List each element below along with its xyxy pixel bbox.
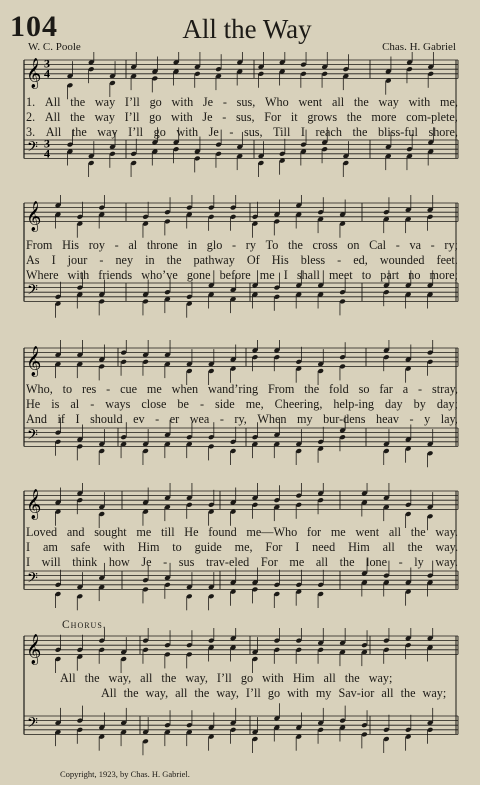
lyric-word: for: [306, 525, 322, 539]
lyric-word: For: [265, 540, 283, 554]
lyric-word: I: [300, 125, 305, 139]
lyric-word: I: [295, 540, 300, 554]
lyric-word: From: [267, 382, 295, 396]
lyric-word: -: [430, 238, 435, 252]
lyric-line: [26, 253, 458, 268]
lyric-word: trav-eled: [205, 555, 250, 569]
lyric-word: I: [26, 555, 31, 569]
lyric-word: When: [257, 412, 287, 426]
chorus-line-2: All the way, all the way, I’ll go with my Sav-ior all the way;: [101, 686, 447, 700]
lyric-word: y: [424, 412, 431, 426]
lyric-word: He: [26, 397, 41, 411]
lyric-word: sus: [178, 555, 195, 569]
lyric-word: I’ll: [128, 125, 144, 139]
lyric-word: cross: [312, 238, 338, 252]
lyric-word: I: [75, 412, 80, 426]
lyric-word: me: [146, 382, 162, 396]
lyric-line: [26, 125, 458, 140]
lyric-word: guide: [194, 540, 222, 554]
lyric-word: need: [312, 540, 336, 554]
lyric-word: more;: [429, 268, 458, 282]
bass-clef-icon: 𝄢: [27, 570, 38, 591]
lyric-word: with: [171, 95, 194, 109]
lyric-word: should: [90, 412, 123, 426]
lyric-word: Who: [265, 95, 289, 109]
lyric-word: I’ll: [124, 110, 140, 124]
lyric-word: how: [108, 555, 130, 569]
lyric-word: ry;: [444, 238, 458, 252]
chorus-lyrics: [26, 671, 458, 701]
lyric-word: way: [94, 110, 115, 124]
lyric-word: roy: [88, 238, 105, 252]
treble-clef-icon: 𝄞: [26, 201, 42, 232]
lyric-word: and: [66, 525, 85, 539]
lyric-word: the: [304, 382, 320, 396]
lyric-word: with: [103, 540, 125, 554]
lyric-word: way.: [435, 555, 458, 569]
lyric-word: I’ll: [124, 95, 140, 109]
lyric-word: Je: [141, 555, 152, 569]
copyright-notice: Copyright, 1923, by Chas. H. Gabriel.: [60, 769, 190, 779]
lyric-word: sus,: [235, 110, 255, 124]
lyric-word: Of: [246, 253, 260, 267]
lyric-word: Him: [137, 540, 160, 554]
lyric-word: Je: [208, 125, 219, 139]
lyric-word: with: [176, 125, 199, 139]
lyric-word: me—Who: [246, 525, 298, 539]
lyric-word: stray,: [432, 382, 458, 396]
hymn-number: 104: [10, 10, 58, 43]
lyric-word: to: [62, 382, 73, 396]
lyric-word: sus,: [236, 95, 256, 109]
lyric-word: the: [70, 110, 85, 124]
lyric-word: 3.: [26, 125, 36, 139]
treble-staff: [24, 628, 458, 673]
lyric-word: the: [287, 238, 303, 252]
lyric-word: in: [145, 253, 155, 267]
lyric-word: -: [222, 95, 227, 109]
lyric-word: 1.: [26, 95, 36, 109]
treble-staff: [24, 483, 458, 530]
lyric-line: [26, 540, 458, 555]
lyric-word: -: [418, 382, 423, 396]
lyric-word: gone: [186, 268, 211, 282]
lyric-word: Till: [273, 125, 291, 139]
lyric-word: -: [395, 238, 400, 252]
lyric-word: From: [26, 238, 53, 252]
lyric-word: Cal: [369, 238, 387, 252]
lyric-line: [26, 412, 458, 427]
lyric-word: meet: [328, 268, 353, 282]
lyric-word: -: [155, 412, 160, 426]
lyric-line: [26, 110, 458, 125]
lyric-word: the: [353, 95, 369, 109]
lyric-word: His: [62, 238, 80, 252]
lyric-word: me: [259, 268, 275, 282]
lyric-word: And: [26, 412, 47, 426]
lyric-word: is: [51, 397, 60, 411]
lyric-word: jour: [67, 253, 88, 267]
lyric-word: me: [289, 555, 305, 569]
bass-clef-icon: 𝄢: [27, 282, 38, 303]
lyric-word: ly: [414, 555, 424, 569]
lyric-word: found: [208, 525, 237, 539]
lyric-word: more: [371, 110, 397, 124]
lyric-word: -: [90, 397, 95, 411]
lyric-word: way.: [435, 525, 458, 539]
lyric-word: -: [229, 125, 234, 139]
lyric-word: me,: [234, 540, 253, 554]
lyric-line: [26, 238, 458, 253]
lyric-word: me,: [245, 397, 264, 411]
lyric-word: -: [163, 555, 168, 569]
lyric-word: my: [296, 412, 313, 426]
lyric-word: All: [45, 125, 62, 139]
lyric-word: it: [290, 110, 298, 124]
lyric-word: He: [184, 525, 199, 539]
chorus-line-1: All the way, all the way, I’ll go with Him all the way;: [60, 671, 393, 685]
lyric-word: all: [382, 540, 395, 554]
lyric-word: -: [106, 382, 111, 396]
chorus-label: Chorus.: [62, 619, 107, 631]
lyric-word: Je: [202, 110, 213, 124]
lyric-word: till: [161, 525, 175, 539]
lyric-word: shall: [296, 268, 320, 282]
lyric-word: al: [70, 397, 80, 411]
lyric-word: think: [72, 555, 98, 569]
lyric-word: far: [379, 382, 393, 396]
lyric-word: Je: [202, 95, 214, 109]
lyric-word: go: [153, 125, 166, 139]
lyric-word: the: [70, 95, 86, 109]
hymn-title: All the Way: [182, 14, 312, 44]
lyric-word: -: [199, 397, 205, 411]
bass-clef-icon: 𝄢: [27, 139, 38, 160]
lyric-word: Who,: [26, 382, 53, 396]
lyric-word: day: [385, 397, 403, 411]
lyric-word: a: [402, 382, 409, 396]
composer-credit: Chas. H. Gabriel: [382, 41, 456, 53]
lyric-word: I: [283, 268, 288, 282]
lyric-word: before: [219, 268, 251, 282]
lyric-word: Him: [348, 540, 370, 554]
lyric-word: all: [388, 525, 402, 539]
lyric-word: -: [114, 238, 119, 252]
lyric-word: go: [149, 95, 162, 109]
lyric-word: grows: [307, 110, 338, 124]
lyric-word: me: [330, 525, 346, 539]
treble-staff: [24, 340, 458, 385]
lyric-word: safe: [70, 540, 91, 554]
lyric-word: went: [355, 525, 380, 539]
lyric-word: wounded: [379, 253, 425, 267]
lyric-word: For: [260, 555, 278, 569]
lyric-word: bliss-ful: [377, 125, 418, 139]
lyric-word: help-ing: [333, 397, 375, 411]
lyric-word: with: [171, 110, 193, 124]
lyric-word: all: [331, 95, 345, 109]
lyric-word: All: [44, 110, 61, 124]
lyric-word: ways: [105, 397, 131, 411]
lyric-word: day;: [436, 397, 458, 411]
lyric-word: reach: [315, 125, 342, 139]
lyric-line: [26, 268, 458, 283]
lyric-word: -: [219, 412, 224, 426]
lyric-word: er: [169, 412, 180, 426]
lyric-word: bless: [300, 253, 326, 267]
bass-clef-icon: 𝄢: [27, 427, 38, 448]
time-signature-bottom: 4: [44, 146, 50, 161]
lyric-word: the: [71, 125, 87, 139]
lyric-word: me: [136, 525, 152, 539]
lyric-word: -: [398, 555, 403, 569]
lyric-word: sought: [94, 525, 127, 539]
treble-clef-icon: 𝄞: [26, 58, 42, 89]
verse-lyrics-system-2: [26, 238, 458, 283]
lyric-word: ney: [115, 253, 134, 267]
lyric-word: cue: [120, 382, 137, 396]
lyric-word: with: [67, 268, 90, 282]
lyric-word: who’ve: [141, 268, 178, 282]
lyric-word: shore,: [428, 125, 458, 139]
lyric-word: ev: [133, 412, 145, 426]
lyric-word: wand’ring: [207, 382, 259, 396]
verse-lyrics-system-3: [26, 382, 458, 427]
lyric-word: His: [271, 253, 289, 267]
lyric-word: ry: [245, 238, 256, 252]
lyric-word: lone: [366, 555, 388, 569]
lyric-word: va: [409, 238, 421, 252]
lyric-word: For: [264, 110, 282, 124]
lyric-line: [26, 525, 458, 540]
lyric-line: [26, 95, 458, 110]
lyric-word: no: [408, 268, 421, 282]
lyric-word: the: [346, 110, 362, 124]
lyric-word: friends: [98, 268, 133, 282]
time-signature-bottom: 4: [44, 66, 50, 81]
lyric-word: pathway: [193, 253, 235, 267]
lyric-word: the: [407, 540, 423, 554]
lyric-word: if: [57, 412, 65, 426]
lyric-word: way: [378, 95, 399, 109]
lyric-word: feet.: [436, 253, 458, 267]
lyric-word: close: [141, 397, 167, 411]
lyric-word: in: [187, 238, 198, 252]
lyric-word: be: [177, 397, 189, 411]
time-signature-top: 3: [44, 56, 50, 71]
lyric-word: lay,: [440, 412, 458, 426]
lyric-word: heav: [375, 412, 399, 426]
lyric-word: on: [347, 238, 360, 252]
lyric-word: so: [358, 382, 370, 396]
lyric-word: -: [99, 253, 104, 267]
lyric-word: com-plete,: [406, 110, 458, 124]
lyric-word: way: [94, 95, 116, 109]
lyric-word: I: [51, 253, 56, 267]
lyric-word: the: [410, 525, 426, 539]
lyric-word: to: [361, 268, 372, 282]
lyric-word: to: [172, 540, 182, 554]
lyric-word: Cheering,: [274, 397, 323, 411]
lyric-word: Loved: [26, 525, 58, 539]
lyric-word: by: [413, 397, 426, 411]
lyric-word: fold: [329, 382, 349, 396]
bass-clef-icon: 𝄢: [27, 715, 38, 736]
lyric-word: the: [166, 253, 182, 267]
time-signature-top: 3: [44, 136, 50, 151]
lyricist-credit: W. C. Poole: [28, 41, 81, 53]
lyric-line: [26, 397, 458, 412]
lyric-word: part: [380, 268, 400, 282]
lyric-word: go: [149, 110, 162, 124]
lyric-word: I: [26, 540, 31, 554]
treble-clef-icon: 𝄞: [26, 634, 42, 665]
lyric-word: -: [337, 253, 342, 267]
lyric-word: throne: [146, 238, 178, 252]
lyric-word: 2.: [26, 110, 36, 124]
bass-staff: [24, 703, 458, 755]
treble-staff: [24, 195, 458, 238]
lyric-word: wea: [189, 412, 210, 426]
lyric-word: the: [352, 125, 368, 139]
lyric-word: -: [222, 110, 227, 124]
lyric-word: bur-dens: [323, 412, 366, 426]
lyric-word: way.: [435, 540, 458, 554]
lyric-word: me,: [440, 95, 458, 109]
lyric-word: Where: [26, 268, 59, 282]
lyric-word: when: [171, 382, 199, 396]
lyric-word: sus,: [243, 125, 263, 139]
lyric-word: res: [82, 382, 97, 396]
treble-clef-icon: 𝄞: [26, 346, 42, 377]
lyric-word: the: [339, 555, 355, 569]
treble-staff: [24, 52, 458, 99]
lyric-word: all: [315, 555, 329, 569]
lyric-line: [26, 555, 458, 570]
lyric-word: To: [265, 238, 279, 252]
lyric-word: will: [41, 555, 61, 569]
lyric-word: ry,: [234, 412, 247, 426]
lyric-word: -: [232, 238, 237, 252]
lyric-word: As: [26, 253, 40, 267]
verse-lyrics-system-4: [26, 525, 458, 570]
lyric-word: went: [298, 95, 323, 109]
lyric-word: way: [97, 125, 118, 139]
lyric-line: [26, 382, 458, 397]
lyric-word: -: [409, 412, 414, 426]
lyric-word: am: [42, 540, 58, 554]
lyric-word: ed,: [353, 253, 368, 267]
verse-lyrics-system-1: [26, 95, 458, 140]
lyric-word: All: [44, 95, 61, 109]
lyric-word: side: [215, 397, 235, 411]
lyric-word: glo: [206, 238, 223, 252]
lyric-word: with: [408, 95, 431, 109]
treble-clef-icon: 𝄞: [26, 489, 42, 520]
lyric-word: al: [128, 238, 138, 252]
